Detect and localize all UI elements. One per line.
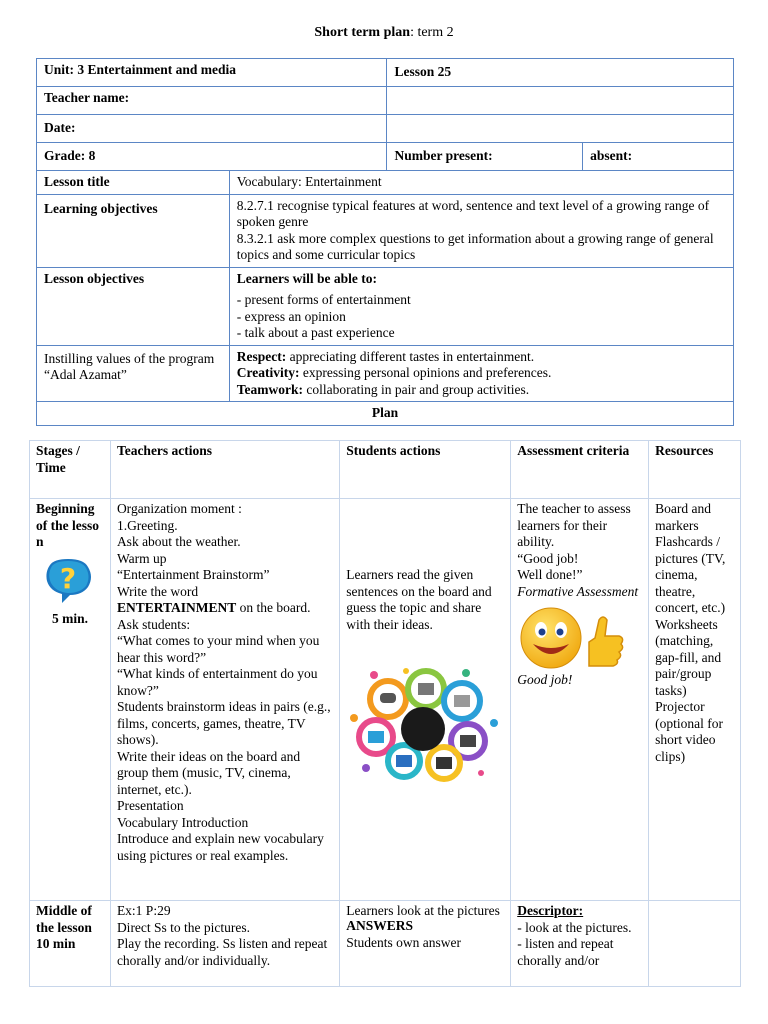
learning-objectives-label: Learning objectives (37, 194, 230, 267)
svg-text:?: ? (59, 561, 77, 595)
grade-cell: Grade: 8 (37, 143, 387, 171)
lesson-title-label: Lesson title (37, 171, 230, 195)
lesson-objectives-label: Lesson objectives (37, 267, 230, 345)
header-stages: Stages / Time (30, 441, 111, 499)
assessment-2: Descriptor: - look at the pictures. - listen and repeat chorally and/or (511, 901, 649, 987)
students-actions-1: Learners read the given sentences on the board and guess the topic and share with their ideas. (340, 499, 511, 901)
teacher-name-cell: Teacher name: (37, 87, 387, 115)
stage-middle: Middle of the lesson 10 min (30, 901, 111, 987)
media-entertainment-graphic (346, 663, 501, 783)
assessment-1: The teacher to assess learners for their ability. “Good job! Well done!” Formative Assessment Good job! (511, 499, 649, 901)
plan-heading: Plan (37, 402, 734, 426)
header-resources: Resources (649, 441, 741, 499)
teacher-actions-2: Ex:1 P:29 Direct Ss to the pictures. Play the recording. Ss listen and repeat chorally and/or individually. (110, 901, 339, 987)
header-teachers: Teachers actions (110, 441, 339, 499)
thumbs-up-smiley-icon (517, 606, 627, 670)
plan-table (29, 440, 741, 987)
lesson-cell: Lesson 25 (387, 59, 734, 87)
question-mark-icon (40, 557, 96, 607)
unit-cell: Unit: 3 Entertainment and media (37, 59, 387, 87)
teacher-actions-1: Organization moment : 1.Greeting. Ask about the weather. Warm up “Entertainment Brainstorm” Write the word ENTERTAINMENT on the board. Ask students: “What comes to your mind when you hear this word?” “What kinds of entertainment do you know?” Students brainstorm ideas in pairs (e.g., films, concerts, games, theatre, TV shows). Write their ideas on the board and group them (music, TV, cinema, internet, etc.). Presentation Vocabulary Introduction Introduce and explain new vocabulary using pictures or real examples. (110, 499, 339, 901)
lesson-title-value: Vocabulary: Entertainment (229, 171, 733, 195)
date-value (387, 115, 734, 143)
stage-beginning: Beginning of the lesson ? 5 min. (30, 499, 111, 901)
learning-objectives-value: 8.2.7.1 recognise typical features at word, sentence and text level of a growing range of spoken genre 8.3.2.1 ask more complex questions to get information about a growing range of general topics and some curricular topics (229, 194, 733, 267)
date-cell: Date: (37, 115, 387, 143)
lesson-objectives-value: Learners will be able to: - present forms of entertainment - express an opinion - talk about a past experience (229, 267, 733, 345)
resources-2 (649, 901, 741, 987)
absent-cell: absent: (583, 143, 734, 171)
teacher-name-value (387, 87, 734, 115)
values-label: Instilling values of the program “Adal Azamat” (37, 345, 230, 402)
values-value: Respect: appreciating different tastes in entertainment. Creativity: expressing personal opinions and preferences. Teamwork: collaborating in pair and group activities. (229, 345, 733, 402)
info-table (36, 58, 734, 426)
page-title: Short term plan: term 2 (314, 25, 454, 40)
number-present-cell: Number present: (387, 143, 583, 171)
header-assessment: Assessment criteria (511, 441, 649, 499)
students-actions-2: Learners look at the pictures ANSWERS Students own answer (340, 901, 511, 987)
resources-1: Board and markers Flashcards / pictures (TV, cinema, theatre, concert, etc.) Worksheets (matching, gap-fill, and pair/group tasks) Projector (optional for short video clips) (649, 499, 741, 901)
header-students: Students actions (340, 441, 511, 499)
